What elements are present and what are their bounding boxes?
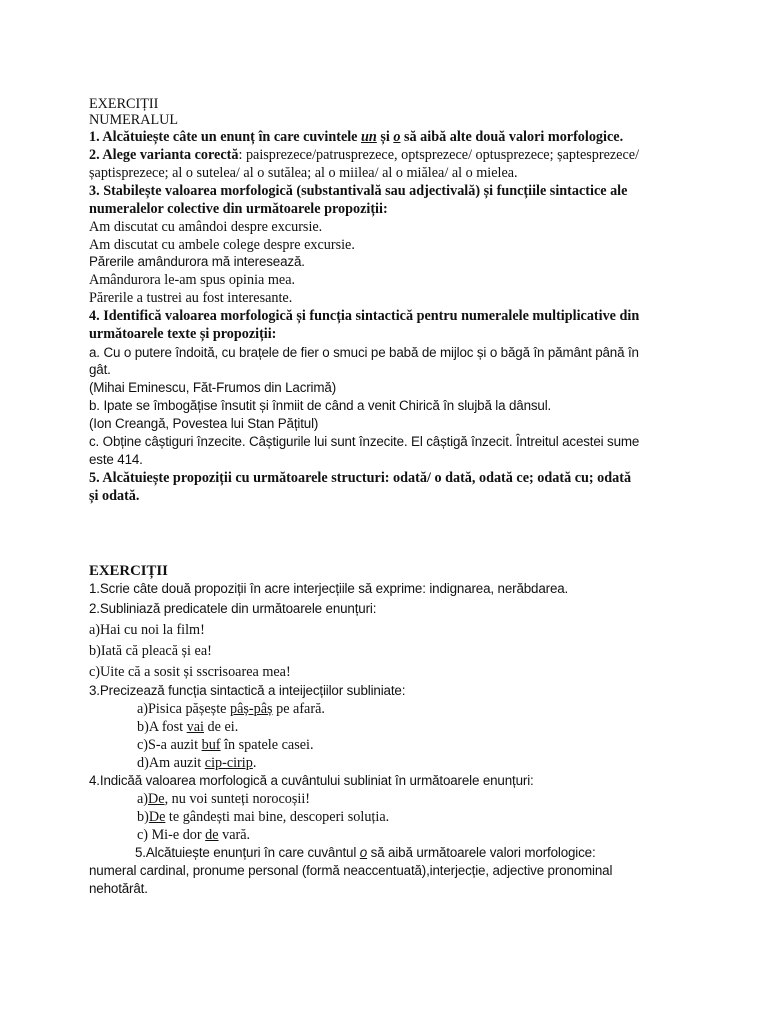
section1-subtitle: NUMERALUL <box>89 112 179 128</box>
underlined-word: De <box>148 791 165 807</box>
s2-q5-word-o: o <box>359 845 368 860</box>
s1-q3-item: Am discutat cu amândoi despre excursie. <box>89 219 323 235</box>
s1-q3-item: Părerile amândurora mă interesează. <box>89 254 305 269</box>
s2-q1: 1.Scrie câte două propoziții în acre interjecțiile să exprime: indignarea, nerăbdarea. <box>89 581 569 596</box>
underlined-interjection: pâș-pâș <box>229 701 273 717</box>
s1-q3-item: Părerile a tustrei au fost interesante. <box>89 290 293 306</box>
s2-q4-item-b: b)De te gândești mai bine, descoperi soluția. <box>137 809 390 825</box>
s2-q4-head: 4.Indicăă valoarea morfologică a cuvântului subliniat în următoarele enunțuri: <box>89 773 534 788</box>
section1-title: EXERCIȚII <box>89 96 159 112</box>
s2-q2-item: b)Iată că pleacă și ea! <box>89 643 212 659</box>
s2-q4-item-a: a)De, nu voi sunteți norocoșii! <box>137 791 310 807</box>
s2-q2-item: a)Hai cu noi la film! <box>89 622 205 638</box>
s1-q4-text-line: gât. <box>89 362 111 377</box>
s2-q3-item-b: b)A fost vai de ei. <box>137 719 239 735</box>
s1-q2-line1: 2. Alege varianta corectă: paisprezece/patrusprezece, optsprezece/ optusprezece; șaptesprezece/ <box>89 147 640 163</box>
s1-q4-text-line: (Ion Creangă, Povestea lui Stan Pățitul) <box>89 416 319 431</box>
s1-q4-text-line: este 414. <box>89 452 143 467</box>
s2-q5-line2: numeral cardinal, pronume personal (formă neaccentuată),interjecție, adjective pronominal <box>89 863 613 878</box>
s1-q3-item: Am discutat cu ambele colege despre excursie. <box>89 237 355 253</box>
s1-q1-word-o: o <box>393 129 401 145</box>
s1-q3-item: Amândurora le-am spus opinia mea. <box>89 272 296 288</box>
s1-q4-text-line: (Mihai Eminescu, Făt-Frumos din Lacrimă) <box>89 380 336 395</box>
s1-q2-line2: șaptisprezece; al o sutelea/ al o sutălea; al o miilea/ al o miălea/ al o mielea. <box>89 165 518 181</box>
s1-q1: 1. Alcătuiește câte un enunț în care cuvintele un și o să aibă alte două valori morfologice. <box>89 129 624 145</box>
s2-q5-line1: 5.Alcătuiește enunțuri în care cuvântul o să aibă următoarele valori morfologice: <box>135 845 596 860</box>
s2-q2-item: c)Uite că a sosit și sscrisoarea mea! <box>89 664 291 680</box>
s1-q5-line2: și odată. <box>89 488 140 504</box>
s1-q4-text-line: c. Obține câștiguri înzecite. Câștigurile lui sunt înzecite. El câștigă înzecit. Întreitul acestei sume <box>89 434 640 449</box>
s1-q4-line2: următoarele texte și propoziții: <box>89 326 277 342</box>
s1-q3-line2: numeralelor colective din următoarele propoziții: <box>89 201 388 217</box>
s1-q5-line1: 5. Alcătuiește propoziții cu următoarele structuri: odată/ o dată, odată ce; odată cu; odată <box>89 470 632 486</box>
section2-title: EXERCIȚII <box>89 563 168 579</box>
s2-q5-line3: nehotărât. <box>89 881 148 896</box>
underlined-interjection: buf <box>201 737 221 753</box>
s2-q3-head: 3.Precizează funcția sintactică a inteijecțiilor subliniate: <box>89 683 406 698</box>
s2-q3-item-d: d)Am auzit cip-cirip. <box>137 755 257 771</box>
s2-q4-item-c: c) Mi-e dor de vară. <box>137 827 251 843</box>
underlined-word: De <box>148 809 166 825</box>
s1-q4-line1: 4. Identifică valoarea morfologică și funcția sintactică pentru numeralele multiplicative din <box>89 308 640 324</box>
s2-q2-head: 2.Subliniază predicatele din următoarele enunțuri: <box>89 601 377 616</box>
underlined-interjection: vai <box>186 719 204 735</box>
s1-q4-text-line: b. Ipate se îmbogățise însutit și înmiit de când a venit Chirică în slujbă la dânsul. <box>89 398 552 413</box>
s1-q1-word-un: un <box>361 129 377 145</box>
s1-q3-line1: 3. Stabilește valoarea morfologică (substantivală sau adjectivală) și funcțiile sintactice ale <box>89 183 628 199</box>
underlined-interjection: cip-cirip <box>204 755 253 771</box>
s2-q3-item-c: c)S-a auzit buf în spatele casei. <box>137 737 314 753</box>
s1-q4-text-line: a. Cu o putere îndoită, cu brațele de fier o smuci pe babă de mijloc și o băgă în pământ până în <box>89 345 639 360</box>
s2-q3-item-a: a)Pisica pășește pâș-pâș pe afară. <box>137 701 325 717</box>
underlined-word: de <box>205 827 219 843</box>
